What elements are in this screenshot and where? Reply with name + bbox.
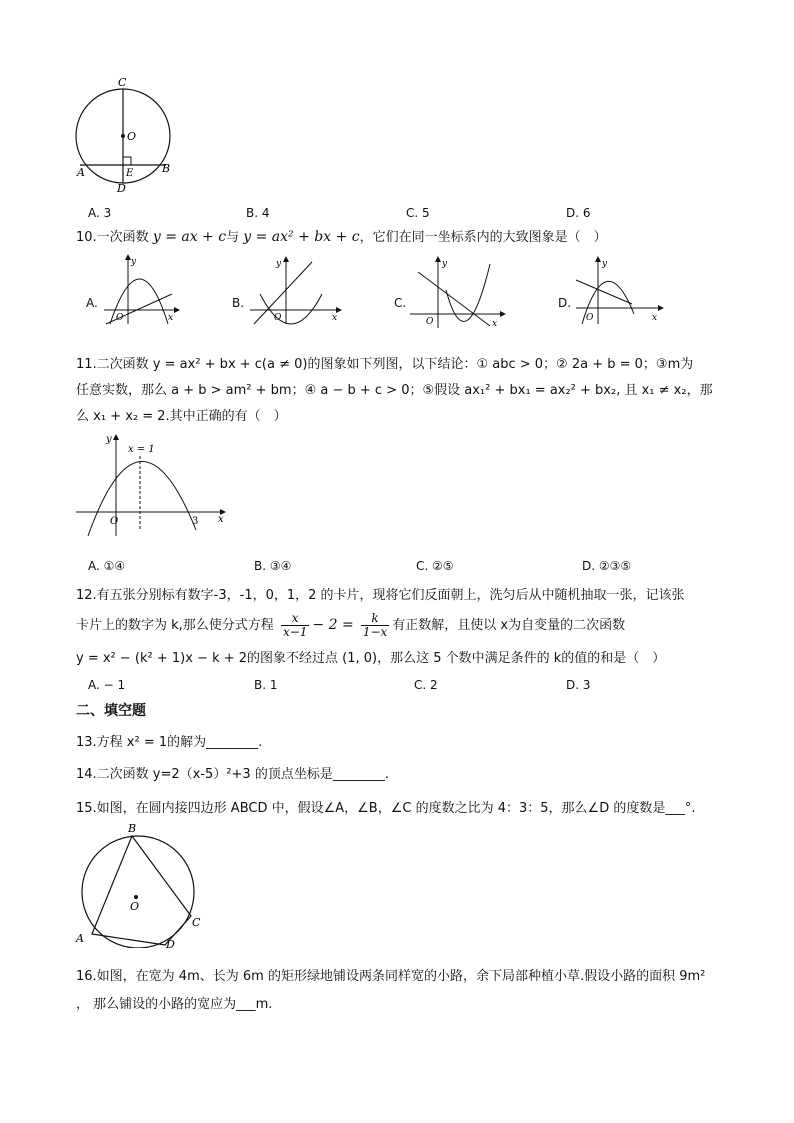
q9-option-b[interactable]: B. 4 [246,206,270,220]
q11-option-d[interactable]: D. ②③⑤ [582,559,632,573]
section-title-fill-in: 二、填空题 [76,703,146,719]
q10-graph-c [406,254,506,330]
label-o: O [130,900,140,913]
label-e: E [126,168,134,179]
q12-option-b[interactable]: B. 1 [254,678,278,692]
q10-label-c[interactable]: C. [394,296,407,310]
svg-text:O: O [116,313,124,323]
q10-graph-b [246,254,342,326]
q14-stem: 14.二次函数 y=2（x-5）²+3 的顶点坐标是________. [76,767,389,782]
q10-label-d[interactable]: D. [558,296,572,310]
q13-stem: 13.方程 x² = 1的解为________. [76,735,263,750]
q11-line-3: 么 x₁ + x₂ = 2.其中正确的有（ ） [76,409,287,424]
q10-stem: 10.一次函数 y = ax + c与 y = ax² + bx + c，它们在同一坐标系内的大致图象是（ ） [76,229,607,245]
q9-option-c[interactable]: C. 5 [406,206,430,220]
q12-option-c[interactable]: C. 2 [414,678,438,692]
label-c: C [192,916,201,929]
label-a: A [77,166,85,179]
label-c: C [118,76,127,89]
q12-option-d[interactable]: D. 3 [566,678,591,692]
label-d: D [166,938,175,948]
q11-option-c[interactable]: C. ②⑤ [416,559,454,573]
q9-option-d[interactable]: D. 6 [566,206,591,220]
svg-text:x: x [218,514,224,525]
q15-stem: 15.如图，在圆内接四边形 ABCD 中，假设∠A，∠B，∠C 的度数之比为 4：3：5，那么∠D 的度数是___°. [76,801,696,816]
svg-text:y: y [276,259,282,269]
label-a: A [76,932,84,945]
svg-text:x = 1: x = 1 [128,444,155,455]
svg-text:x: x [492,319,498,329]
q11-option-a[interactable]: A. ①④ [88,559,126,573]
q16-line-1: 16.如图，在宽为 4m、长为 6m 的矩形绿地铺设两条同样宽的小路，余下局部种植小草.假设小路的面积 9m² [76,969,706,984]
label-b: B [162,162,171,175]
q11-line-1: 11.二次函数 y = ax² + bx + c(a ≠ 0)的图象如下列图，以下结论：① abc > 0；② 2a + b = 0；③m为 [76,357,694,372]
q10-graph-d [572,254,664,326]
circle-chord-figure [70,76,182,196]
q10-graph-a [100,254,180,326]
inscribed-quadrilateral-figure [70,820,210,948]
svg-text:O: O [586,313,594,323]
q12-option-a[interactable]: A. − 1 [88,678,126,692]
svg-text:O: O [110,516,119,527]
svg-text:O: O [426,317,434,327]
q16-line-2: ， 那么铺设的小路的宽应为___m. [76,997,273,1012]
svg-text:y: y [131,257,137,267]
svg-text:O: O [274,313,282,323]
q12-line-3: y = x² − (k² + 1)x − k + 2的图象不经过点 (1, 0)，那么这 5 个数中满足条件的 k的值的和是（ ） [76,651,666,666]
svg-text:y: y [602,259,608,269]
svg-text:x: x [332,313,338,323]
q12-line-2: 卡片上的数字为 k,那么使分式方程 $\frac{x}{x-1}$ − 2 = $\frac{k}{1-x}$ 有正数解，且使以 x为自变量的二次函数 [76,611,626,639]
q10-label-b[interactable]: B. [232,296,245,310]
label-d: D [117,182,126,195]
q12-line-1: 12.有五张分别标有数字-3，-1，0，1，2 的卡片，现将它们反面朝上，洗匀后从中随机抽取一张，记该张 [76,588,685,603]
q10-label-a[interactable]: A. [86,296,98,310]
q11-line-2: 任意实数，那么 a + b > am² + bm；④ a − b + c > 0；⑤假设 ax₁² + bx₁ = ax₂² + bx₂, 且 x₁ ≠ x₂，那 [76,383,713,398]
label-b: B [128,822,137,835]
svg-text:y: y [106,434,112,445]
svg-text:x: x [652,313,658,323]
svg-text:3: 3 [192,516,199,527]
q11-parabola-figure [74,430,230,538]
svg-text:y: y [442,259,448,269]
label-o: O [127,130,137,143]
svg-text:x: x [168,313,174,323]
q9-option-a[interactable]: A. 3 [88,206,112,220]
q11-option-b[interactable]: B. ③④ [254,559,292,573]
